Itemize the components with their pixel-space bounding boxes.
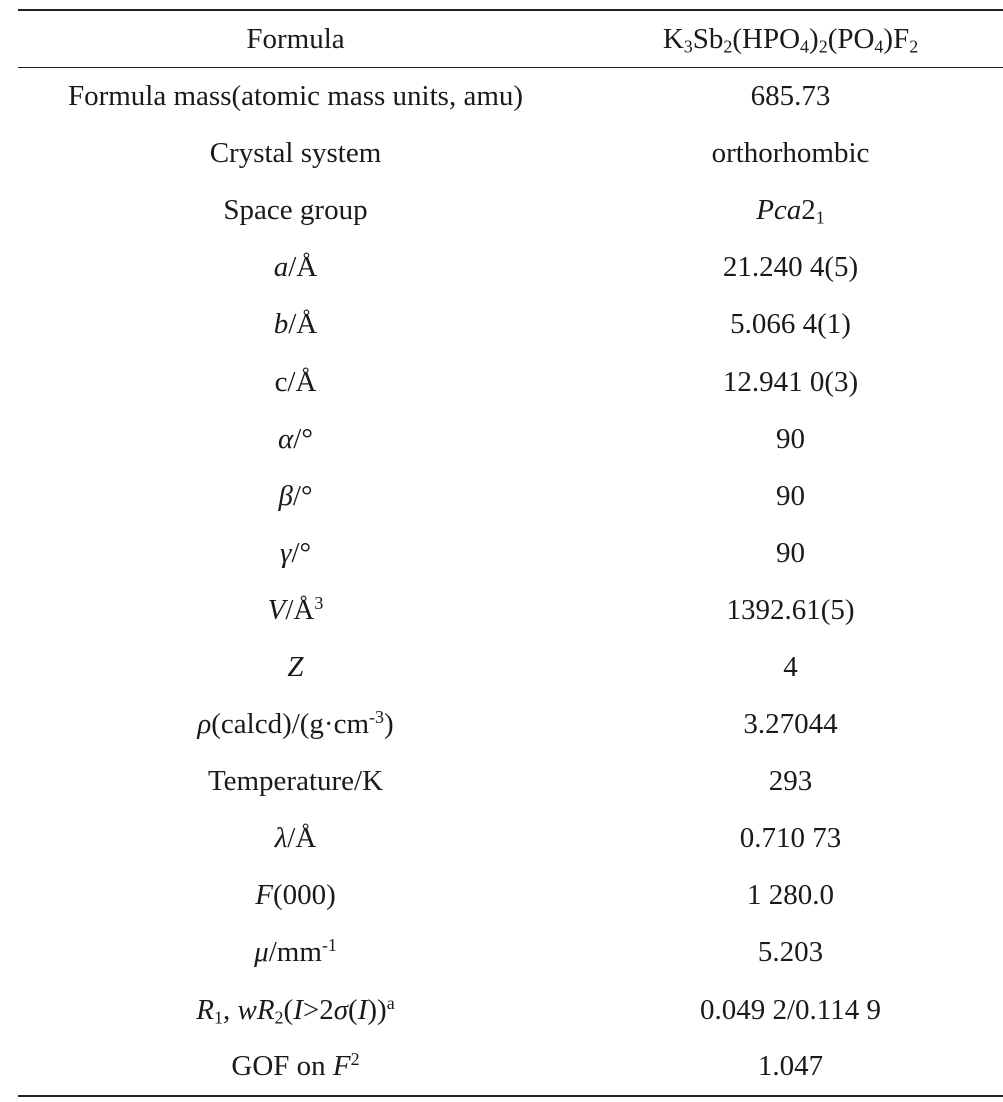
row-label: $V/Å^3$ (267, 593, 324, 626)
row-value: 1.047 (573, 1039, 1003, 1096)
row-value: 12.941 0(3) (722, 365, 859, 398)
table-row (18, 639, 1003, 696)
row-label: GOF on $F^2$ (18, 1039, 573, 1096)
header-formula: $K_3Sb_2(HPO_4)_2(PO_4)F_2$ (573, 10, 1003, 68)
row-label: $\mu/mm^{-1}$ (254, 935, 337, 969)
table-row (18, 353, 1003, 410)
row-label: $R_1$, $wR_2(I>2\sigma(I))^a$ (196, 992, 395, 1028)
row-label: Formula mass(atomic mass units, amu) (67, 80, 524, 113)
table-row (18, 753, 1003, 810)
table-row (18, 582, 1003, 639)
table-row (18, 411, 1003, 468)
row-value: orthorhombic (711, 137, 870, 170)
row-label: β/° (278, 479, 313, 512)
header-label: Formula (18, 10, 573, 68)
row-value: 0.710 73 (739, 822, 842, 855)
row-value: 90 (776, 536, 805, 569)
row-value: 0.049 2/0.114 9 (700, 993, 881, 1026)
row-label: Temperature/K (207, 765, 384, 798)
row-label: Crystal system (209, 137, 382, 170)
row-label: α/° (278, 422, 313, 455)
row-label: F(000) (255, 879, 336, 912)
table-row (18, 696, 1003, 753)
row-value: 90 (776, 422, 805, 455)
row-label: $\rho(calcd)/(g\cdot cm^{-3})$ (197, 707, 394, 741)
table-row (18, 1039, 1003, 1096)
table-row (18, 182, 1003, 239)
row-value: 685.73 (750, 80, 831, 113)
row-value: 1 280.0 (747, 879, 834, 912)
table-row (18, 125, 1003, 182)
row-value: $Pca2_1$ (756, 194, 825, 228)
row-label: Z (287, 650, 304, 683)
table-row (18, 982, 1003, 1039)
row-value: 1392.61(5) (726, 593, 855, 626)
crystal-data-table-wrapper (18, 9, 1003, 1097)
row-value: 3.27044 (743, 708, 838, 741)
table-row (18, 296, 1003, 353)
row-value: 293 (768, 765, 813, 798)
row-label: a/Å (273, 251, 318, 284)
table-row (18, 525, 1003, 582)
row-label: γ/° (279, 536, 312, 569)
table-row (18, 68, 1003, 126)
row-value: 4 (783, 650, 798, 683)
table-row (18, 867, 1003, 924)
row-value: 90 (776, 479, 805, 512)
row-label: c/Å (274, 365, 317, 398)
table-row (18, 924, 1003, 981)
row-label: λ/Å (274, 822, 317, 855)
row-label: Space group (223, 194, 368, 227)
table-row (18, 239, 1003, 296)
row-value: 5.203 (757, 936, 824, 969)
table-row (18, 468, 1003, 525)
crystal-data-table (18, 9, 1003, 1097)
table-header-row (18, 10, 1003, 68)
row-value: 21.240 4(5) (722, 251, 859, 284)
row-label: b/Å (273, 308, 318, 341)
table-row (18, 810, 1003, 867)
row-value: 5.066 4(1) (730, 308, 851, 341)
